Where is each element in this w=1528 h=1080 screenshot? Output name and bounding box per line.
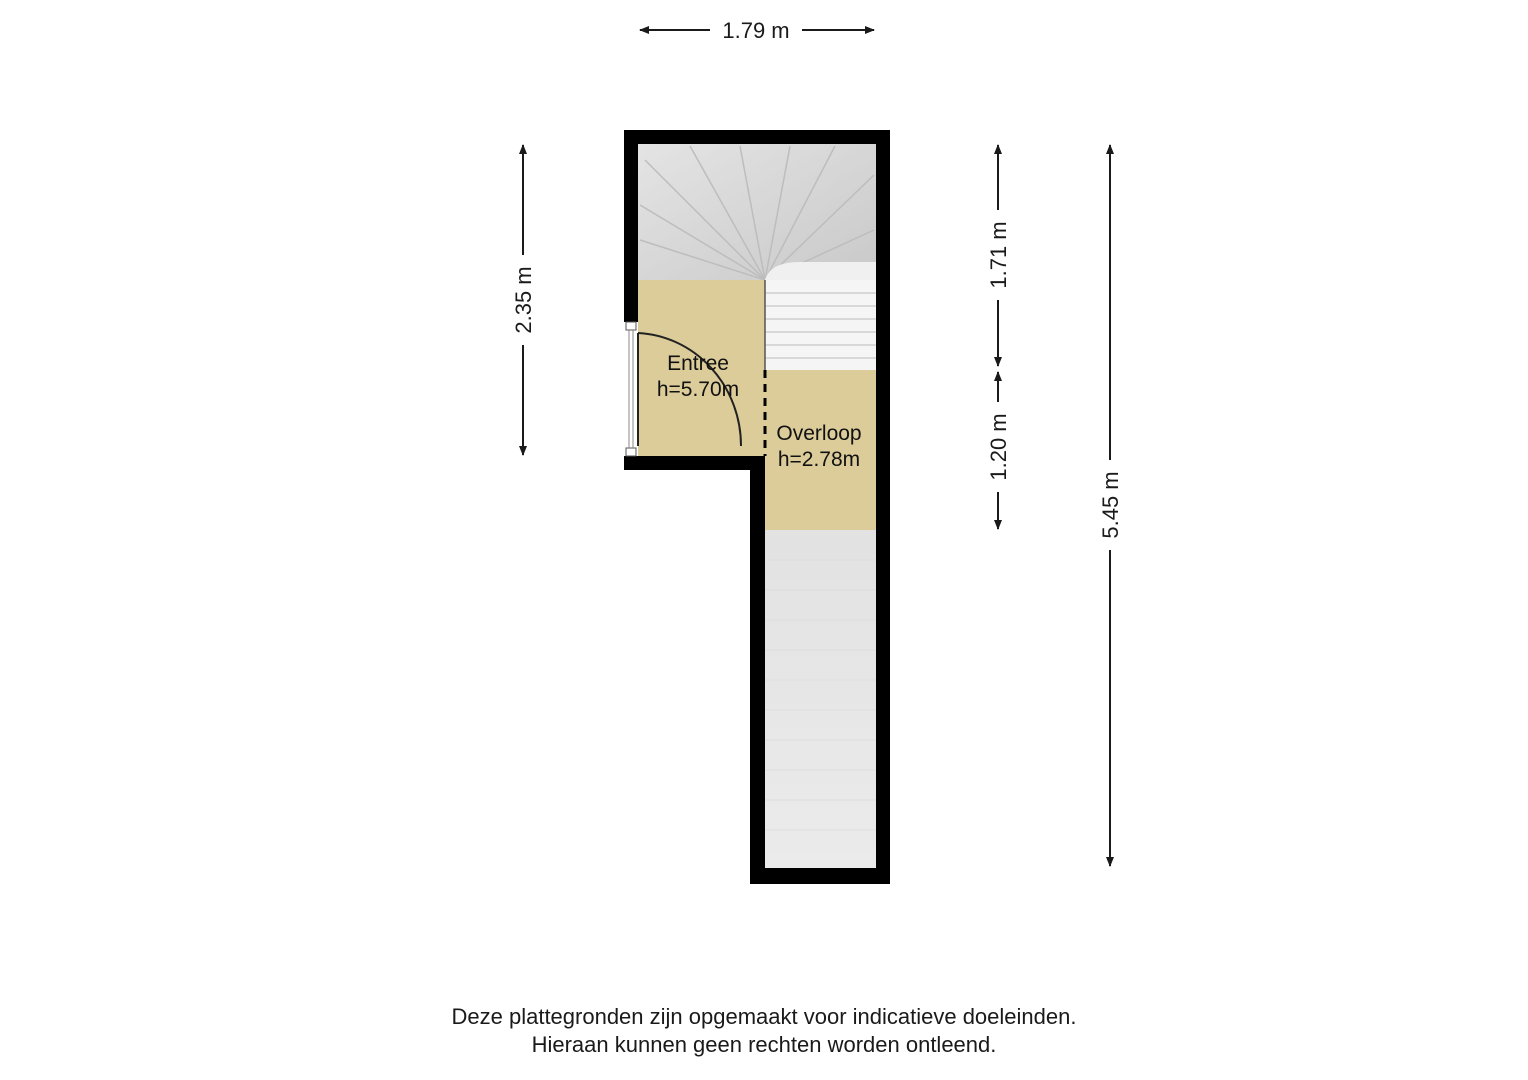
disclaimer-line-2: Hieraan kunnen geen rechten worden ontleend. xyxy=(531,1032,997,1057)
dimension-left-label: 2.35 m xyxy=(511,266,536,334)
dimension-right-upper-label: 1.71 m xyxy=(986,221,1011,289)
dimension-right-upper xyxy=(986,145,1011,366)
dimension-top-label: 1.79 m xyxy=(722,18,790,43)
dimension-top-width xyxy=(640,18,874,43)
dimension-right-lower-label: 1.20 m xyxy=(986,413,1011,481)
winding-staircase xyxy=(638,144,876,280)
dimension-right-lower xyxy=(986,372,1011,529)
room-entree-height: h=5.70m xyxy=(656,378,740,401)
room-overloop-height: h=2.78m xyxy=(777,448,861,471)
disclaimer xyxy=(0,1003,1528,1059)
lower-staircase xyxy=(765,530,876,868)
dimension-total-label: 5.45 m xyxy=(1098,471,1123,539)
dimension-total-height xyxy=(1098,145,1123,866)
dimension-left-height xyxy=(511,145,536,455)
straight-steps xyxy=(765,280,876,370)
room-entree-name: Entree xyxy=(667,352,729,375)
disclaimer-line-1: Deze plattegronden zijn opgemaakt voor indicatieve doeleinden. xyxy=(451,1004,1077,1029)
room-overloop-name: Overloop xyxy=(776,422,862,445)
